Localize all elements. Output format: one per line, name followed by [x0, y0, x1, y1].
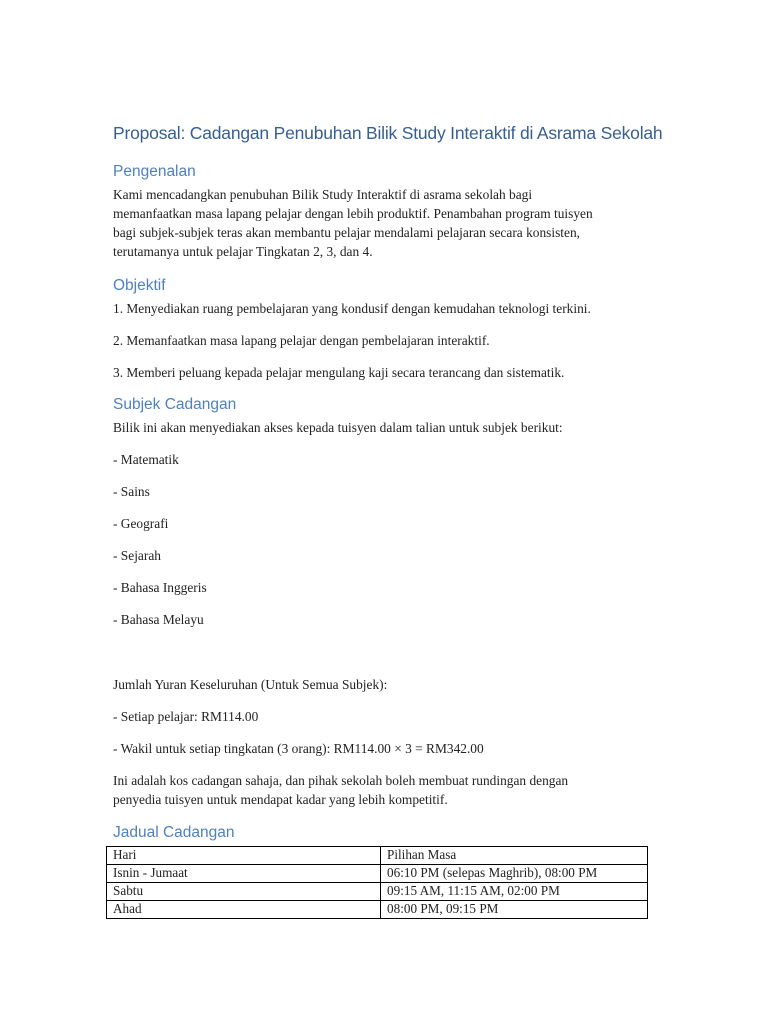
- subjek-item: - Geografi: [113, 516, 169, 531]
- document-title: Proposal: Cadangan Penubuhan Bilik Study Interaktif di Asrama Sekolah: [113, 123, 663, 143]
- table-cell-masa: 09:15 AM, 11:15 AM, 02:00 PM: [381, 883, 648, 901]
- table-header-row: [107, 847, 648, 865]
- table-cell-masa: 08:00 PM, 09:15 PM: [381, 901, 648, 919]
- yuran-note-line: penyedia tuisyen untuk mendapat kadar yang lebih kompetitif.: [113, 792, 448, 807]
- heading-jadual-cadangan: Jadual Cadangan: [113, 824, 235, 841]
- schedule-table: [106, 846, 648, 919]
- objektif-item: 1. Menyediakan ruang pembelajaran yang kondusif dengan kemudahan teknologi terkini.: [113, 301, 591, 316]
- yuran-item: - Wakil untuk setiap tingkatan (3 orang): RM114.00 × 3 = RM342.00: [113, 741, 484, 756]
- table-cell-masa: 06:10 PM (selepas Maghrib), 08:00 PM: [381, 865, 648, 883]
- subjek-item: - Sains: [113, 484, 150, 499]
- column-header-pilihan-masa: Pilihan Masa: [381, 847, 648, 865]
- column-header-hari: Hari: [107, 847, 381, 865]
- heading-subjek-cadangan: Subjek Cadangan: [113, 396, 237, 413]
- pengenalan-line: bagi subjek-subjek teras akan membantu pelajar mendalami pelajaran secara konsisten,: [113, 225, 581, 240]
- yuran-item: - Setiap pelajar: RM114.00: [113, 709, 259, 724]
- pengenalan-line: memanfaatkan masa lapang pelajar dengan lebih produktif. Penambahan program tuisyen: [113, 206, 593, 221]
- yuran-note-line: Ini adalah kos cadangan sahaja, dan pihak sekolah boleh membuat rundingan dengan: [113, 773, 569, 788]
- subjek-item: - Sejarah: [113, 548, 161, 563]
- subjek-item: - Bahasa Inggeris: [113, 580, 207, 595]
- pengenalan-line: terutamanya untuk pelajar Tingkatan 2, 3, dan 4.: [113, 244, 373, 259]
- heading-objektif: Objektif: [113, 277, 166, 294]
- subjek-item: - Matematik: [113, 452, 179, 467]
- table-cell-hari: Ahad: [107, 901, 381, 919]
- objektif-item: 2. Memanfaatkan masa lapang pelajar dengan pembelajaran interaktif.: [113, 333, 490, 348]
- heading-pengenalan: Pengenalan: [113, 163, 196, 180]
- table-cell-hari: Sabtu: [107, 883, 381, 901]
- table-row: [107, 901, 648, 919]
- table-row: [107, 865, 648, 883]
- subjek-intro: Bilik ini akan menyediakan akses kepada tuisyen dalam talian untuk subjek berikut:: [113, 420, 563, 435]
- objektif-item: 3. Memberi peluang kepada pelajar mengulang kaji secara terancang dan sistematik.: [113, 365, 565, 380]
- table-row: [107, 883, 648, 901]
- yuran-heading: Jumlah Yuran Keseluruhan (Untuk Semua Subjek):: [113, 677, 388, 692]
- pengenalan-line: Kami mencadangkan penubuhan Bilik Study Interaktif di asrama sekolah bagi: [113, 187, 533, 202]
- table-cell-hari: Isnin - Jumaat: [107, 865, 381, 883]
- subjek-item: - Bahasa Melayu: [113, 612, 204, 627]
